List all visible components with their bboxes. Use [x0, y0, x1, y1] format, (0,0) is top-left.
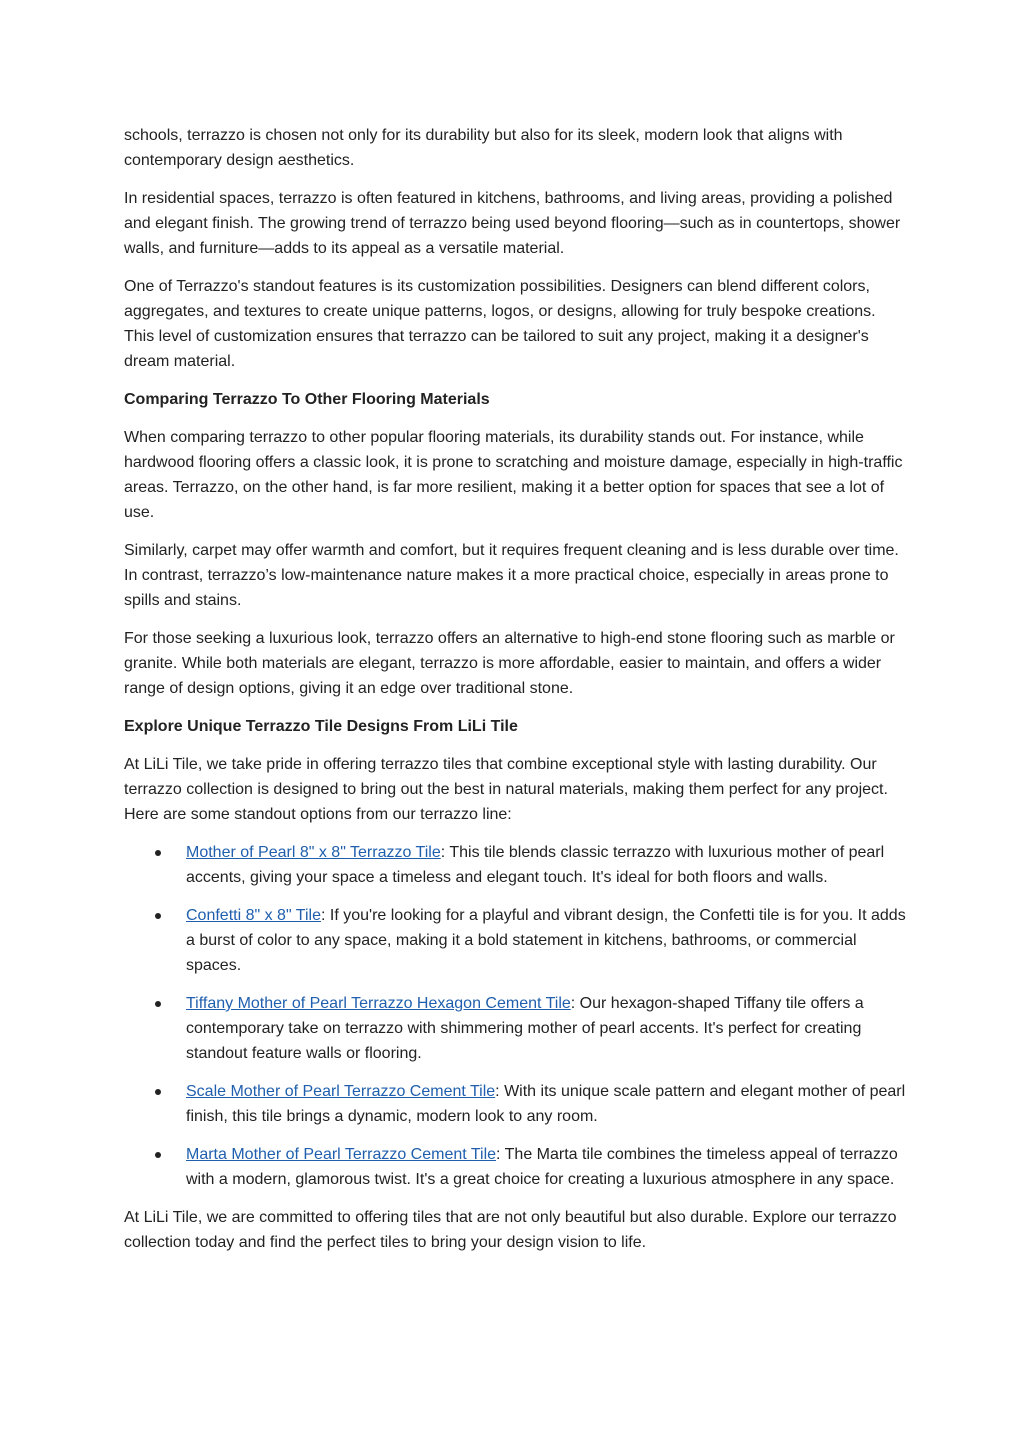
link-confetti-tile[interactable]: Confetti 8" x 8" Tile — [186, 907, 321, 924]
list-item — [124, 1142, 906, 1192]
document-page — [124, 123, 906, 1268]
list-item — [124, 1079, 906, 1129]
link-marta-tile[interactable]: Marta Mother of Pearl Terrazzo Cement Tile — [186, 1146, 497, 1163]
paragraph-schools: schools, terrazzo is chosen not only for its durability but also for its sleek, modern look that aligns with contemporary design aesthetics. — [124, 127, 843, 169]
bullet-icon — [155, 1001, 161, 1007]
list-item-text: : With its unique scale pattern and elegant mother of pearl finish, this tile brings a dynamic, modern look to any room. — [186, 1083, 906, 1125]
list-item-text: : Our hexagon-shaped Tiffany tile offers a contemporary take on terrazzo with shimmering mother of pearl accents. It's perfect for creating standout feature walls or flooring. — [186, 995, 864, 1062]
bullet-icon — [155, 850, 161, 856]
heading-explore: Explore Unique Terrazzo Tile Designs From LiLi Tile — [124, 718, 518, 735]
link-mother-of-pearl-tile[interactable]: Mother of Pearl 8" x 8" Terrazzo Tile — [186, 844, 441, 861]
paragraph-intro: At LiLi Tile, we take pride in offering terrazzo tiles that combine exceptional style with lasting durability. Our terrazzo collection is designed to bring out the best in natural materials, making them perfect for any project. Here are some standout options from our terrazzo line: — [124, 756, 888, 823]
paragraph-stone: For those seeking a luxurious look, terrazzo offers an alternative to high-end stone flooring such as marble or granite. While both materials are elegant, terrazzo is more affordable, easier to maintain, and offers a wider range of design options, giving it an edge over traditional stone. — [124, 630, 895, 697]
paragraph-carpet: Similarly, carpet may offer warmth and comfort, but it requires frequent cleaning and is less durable over time. In contrast, terrazzo’s low-maintenance nature makes it a more practical choice, especially in areas prone to spills and stains. — [124, 542, 899, 609]
list-item-text: : This tile blends classic terrazzo with luxurious mother of pearl accents, giving your space a timeless and elegant touch. It's ideal for both floors and walls. — [186, 844, 885, 886]
link-scale-tile[interactable]: Scale Mother of Pearl Terrazzo Cement Tile — [186, 1083, 496, 1100]
list-item-text: : If you're looking for a playful and vibrant design, the Confetti tile is for you. It adds a burst of color to any space, making it a bold statement in kitchens, bathrooms, or commercial spaces. — [186, 907, 906, 974]
paragraph-closing: At LiLi Tile, we are committed to offering tiles that are not only beautiful but also durable. Explore our terrazzo collection today and find the perfect tiles to bring your design vision to life. — [124, 1209, 897, 1251]
paragraph-customization: One of Terrazzo's standout features is its customization possibilities. Designers can blend different colors, aggregates, and textures to create unique patterns, logos, or designs, allowing for truly bespoke creations. This level of customization ensures that terrazzo can be tailored to suit any project, making it a designer's dream material. — [124, 278, 876, 370]
paragraph-residential: In residential spaces, terrazzo is often featured in kitchens, bathrooms, and living areas, providing a polished and elegant finish. The growing trend of terrazzo being used beyond flooring—such as in countertops, shower walls, and furniture—adds to its appeal as a versatile material. — [124, 190, 901, 257]
bullet-icon — [155, 913, 161, 919]
bullet-icon — [155, 1089, 161, 1095]
paragraph-hardwood: When comparing terrazzo to other popular flooring materials, its durability stands out. For instance, while hardwood flooring offers a classic look, it is prone to scratching and moisture damage, especially in high-traffic areas. Terrazzo, on the other hand, is far more resilient, making it a better option for spaces that see a lot of use. — [124, 429, 903, 521]
bullet-icon — [155, 1152, 161, 1158]
list-item — [124, 903, 906, 978]
tile-list — [124, 840, 906, 1192]
list-item — [124, 991, 906, 1066]
heading-comparing: Comparing Terrazzo To Other Flooring Materials — [124, 391, 490, 408]
list-item — [124, 840, 906, 890]
list-item-text: : The Marta tile combines the timeless appeal of terrazzo with a modern, glamorous twist. It's a great choice for creating a luxurious atmosphere in any space. — [186, 1146, 898, 1188]
link-tiffany-hexagon-tile[interactable]: Tiffany Mother of Pearl Terrazzo Hexagon Cement Tile — [186, 995, 571, 1012]
